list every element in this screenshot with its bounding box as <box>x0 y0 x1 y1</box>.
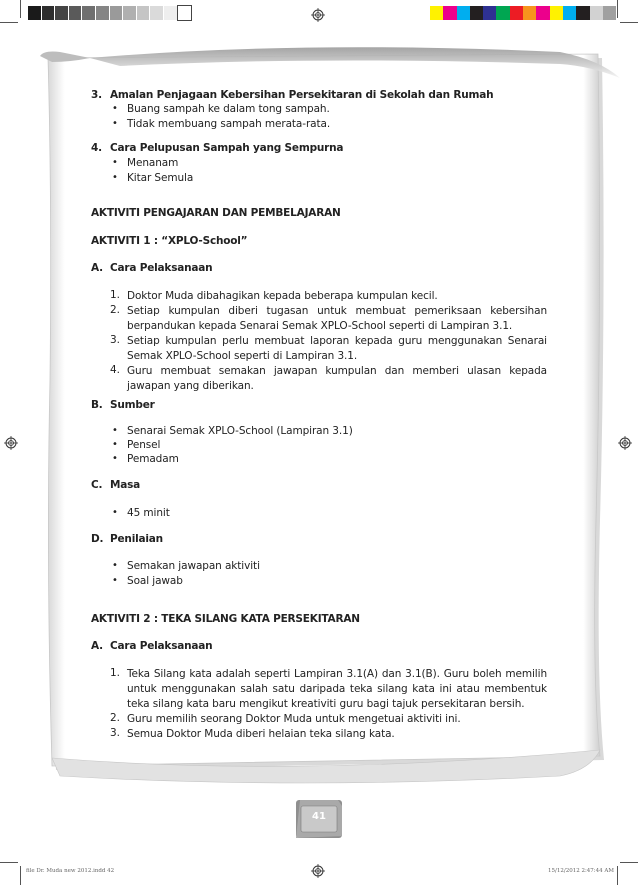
bullet-icon: • <box>112 439 118 450</box>
aktiviti2-a-letter: A. <box>91 640 103 652</box>
penilaian-item-1: Semakan jawapan aktiviti <box>127 560 260 572</box>
aktiviti1-title: AKTIVITI 1 : “XPLO-School” <box>91 235 248 247</box>
aktiviti1-step-4: Guru membuat semakan jawapan kumpulan dan memberi ulasan kepada jawapan yang diberikan. <box>127 365 547 392</box>
bullet-icon: • <box>112 425 118 436</box>
section4-bullet-2: Kitar Semula <box>127 172 194 184</box>
page-number: 41 <box>312 811 326 822</box>
bullet-icon: • <box>112 560 118 571</box>
aktiviti1-c-letter: C. <box>91 479 103 491</box>
section4-number: 4. <box>91 142 102 154</box>
aktiviti1-d-title: Penilaian <box>110 533 163 545</box>
section3-bullet-2: Tidak membuang sampah merata-rata. <box>127 118 331 130</box>
aktiviti1-step-3: Setiap kumpulan perlu membuat laporan kepada guru menggunakan Senarai Semak XPLO-School seperti di Lampiran 3.1. <box>127 335 547 362</box>
bullet-icon: • <box>112 172 118 183</box>
aktiviti1-c-title: Masa <box>110 479 141 491</box>
section4-bullet-1: Menanam <box>127 157 179 169</box>
bullet-icon: • <box>112 453 118 464</box>
aktiviti2-title: AKTIVITI 2 : TEKA SILANG KATA PERSEKITARAN <box>91 613 360 625</box>
section3-title: Amalan Penjagaan Kebersihan Persekitaran di Sekolah dan Rumah <box>110 89 494 101</box>
bullet-icon: • <box>112 157 118 168</box>
section3-bullet-1: Buang sampah ke dalam tong sampah. <box>127 103 330 115</box>
aktiviti1-a-title: Cara Pelaksanaan <box>110 262 213 274</box>
penilaian-item-2: Soal jawab <box>127 575 183 587</box>
step-number: 3. <box>110 334 121 346</box>
aktiviti1-b-title: Sumber <box>110 399 155 411</box>
sumber-item-1: Senarai Semak XPLO-School (Lampiran 3.1) <box>127 425 353 437</box>
step-number: 1. <box>110 667 121 679</box>
aktiviti2-step-1: Teka Silang kata adalah seperti Lampiran 3.1(A) dan 3.1(B). Guru boleh memilih untuk menggunakan salah satu daripada teka silang kata ini atau membentuk teka silang kata baru mengikut kreativiti guru bagi tajuk persekitaran bersih. <box>127 668 547 710</box>
aktiviti1-a-letter: A. <box>91 262 103 274</box>
aktiviti1-d-letter: D. <box>91 533 104 545</box>
section4-title: Cara Pelupusan Sampah yang Sempurna <box>110 142 344 154</box>
aktiviti2-a-title: Cara Pelaksanaan <box>110 640 213 652</box>
bullet-icon: • <box>112 118 118 129</box>
footer-date: 15/12/2012 2:47:44 AM <box>548 868 615 874</box>
footer-file-name: file Dr. Muda new 2012.indd 42 <box>26 868 115 874</box>
masa-item-1: 45 minit <box>127 507 170 519</box>
step-number: 1. <box>110 289 121 301</box>
step-number: 2. <box>110 712 121 724</box>
aktiviti1-step-1: Doktor Muda dibahagikan kepada beberapa kumpulan kecil. <box>127 290 438 302</box>
aktiviti1-b-letter: B. <box>91 399 103 411</box>
section3-number: 3. <box>91 89 102 101</box>
bullet-icon: • <box>112 103 118 114</box>
aktiviti1-step-2: Setiap kumpulan diberi tugasan untuk membuat pemeriksaan kebersihan berpandukan kepada Senarai Semak XPLO-School seperti di Lampiran 3.1. <box>127 305 547 332</box>
aktiviti2-step-2: Guru memilih seorang Doktor Muda untuk mengetuai aktiviti ini. <box>127 713 461 725</box>
sumber-item-3: Pemadam <box>127 453 179 465</box>
aktiviti2-step-3: Semua Doktor Muda diberi helaian teka silang kata. <box>127 728 395 740</box>
sumber-item-2: Pensel <box>127 439 161 451</box>
aktiviti-heading: AKTIVITI PENGAJARAN DAN PEMBELAJARAN <box>91 207 341 219</box>
step-number: 4. <box>110 364 121 376</box>
bullet-icon: • <box>112 507 118 518</box>
step-number: 3. <box>110 727 121 739</box>
bullet-icon: • <box>112 575 118 586</box>
step-number: 2. <box>110 304 121 316</box>
